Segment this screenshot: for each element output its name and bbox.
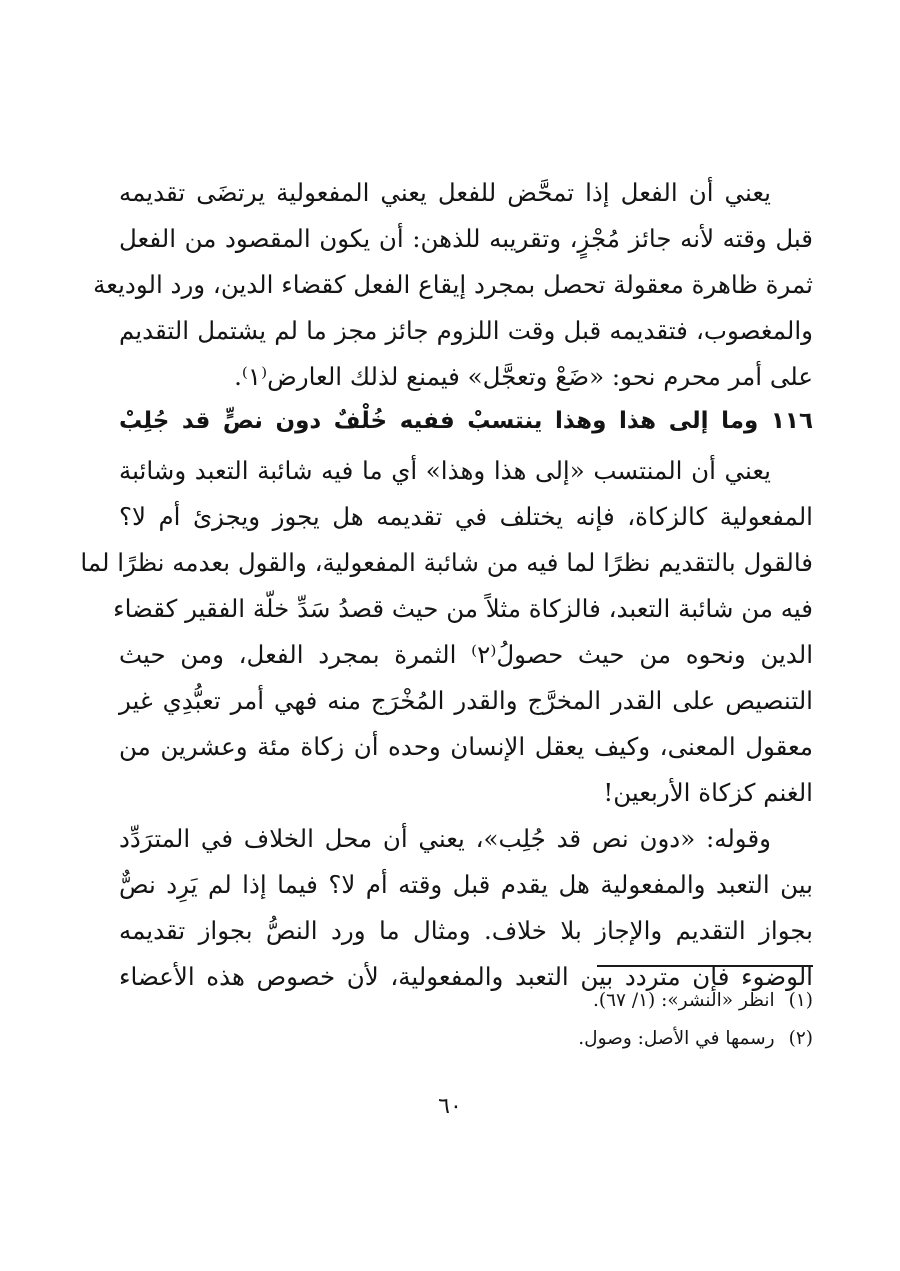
main-text — [80, 170, 814, 1000]
footnote-text: رسمها في الأصل: وصول. — [578, 1028, 775, 1049]
text-line: يعني أن الفعل إذا تمحَّض للفعل يعني المفعولية يرتضَى تقديمه — [119, 178, 771, 207]
footnote-number: (١) — [788, 990, 813, 1011]
paragraph-3 — [119, 816, 813, 1000]
text-line: التنصيص على القدر المخرَّج والقدر المُخْرَج منه فهي أمر تعبُّدِي غير — [119, 686, 813, 715]
text-line: الوضوء فإن متردد بين التعبد والمفعولية، لأن خصوص هذه الأعضاء — [119, 962, 813, 991]
footnote-separator — [597, 965, 813, 967]
text-line: فالقول بالتقديم نظرًا لما فيه من شائبة المفعولية، والقول بعدمه نظرًا لما — [80, 548, 813, 577]
footnote-text: انظر «النشر»: (١/ ٦٧). — [592, 990, 775, 1011]
footnote-1 — [313, 982, 813, 1020]
text-line: يعني أن المنتسب «إلى هذا وهذا» أي ما فيه شائبة التعبد وشائبة — [119, 456, 771, 485]
page-number: ٦٠ — [438, 1094, 462, 1119]
text-line: الغنم كزكاة الأربعين! — [603, 778, 813, 807]
text-line: فيه من شائبة التعبد، فالزكاة مثلاً من حيث قصدُ سَدِّ خلّة الفقير كقضاء — [113, 594, 813, 623]
verse-line: ١١٦ وما إلى هذا وهذا ينتسبْ ففيه خُلْفٌ دون نصٍّ قد جُلِبْ — [119, 408, 813, 434]
text-line: على أمر محرم نحو: «ضَعْ وتعجَّل» فيمنع لذلك العارض⁽١⁾. — [234, 362, 813, 391]
text-line: وقوله: «دون نص قد جُلِب»، يعني أن محل الخلاف في المترَدِّد — [119, 824, 771, 853]
text-line: الدين ونحوه من حيث حصولُ⁽٢⁾ الثمرة بمجرد الفعل، ومن حيث — [119, 640, 814, 669]
text-line: المفعولية كالزكاة، فإنه يختلف في تقديمه هل يجوز ويجزئ أم لا؟ — [119, 502, 813, 531]
paragraph-1 — [93, 170, 813, 400]
paragraph-2 — [80, 448, 814, 816]
footnotes — [313, 982, 813, 1058]
footnote-number: (٢) — [788, 1028, 813, 1049]
text-line: معقول المعنى، وكيف يعقل الإنسان وحده أن زكاة مئة وعشرين من — [119, 732, 813, 761]
text-line: بين التعبد والمفعولية هل يقدم قبل وقته أم لا؟ فيما إذا لم يَرِد نصٌّ — [119, 870, 813, 899]
text-line: ثمرة ظاهرة معقولة تحصل بمجرد إيقاع الفعل كقضاء الدين، ورد الوديعة — [93, 270, 813, 299]
text-line: والمغصوب، فتقديمه قبل وقت اللزوم جائز مجز ما لم يشتمل التقديم — [119, 316, 813, 345]
text-line: بجواز التقديم والإجاز بلا خلاف. ومثال ما ورد النصُّ بجواز تقديمه — [119, 916, 813, 945]
text-line: قبل وقته لأنه جائز مُجْزٍ، وتقريبه للذهن: أن يكون المقصود من الفعل — [119, 224, 813, 253]
footnote-2 — [313, 1020, 813, 1058]
